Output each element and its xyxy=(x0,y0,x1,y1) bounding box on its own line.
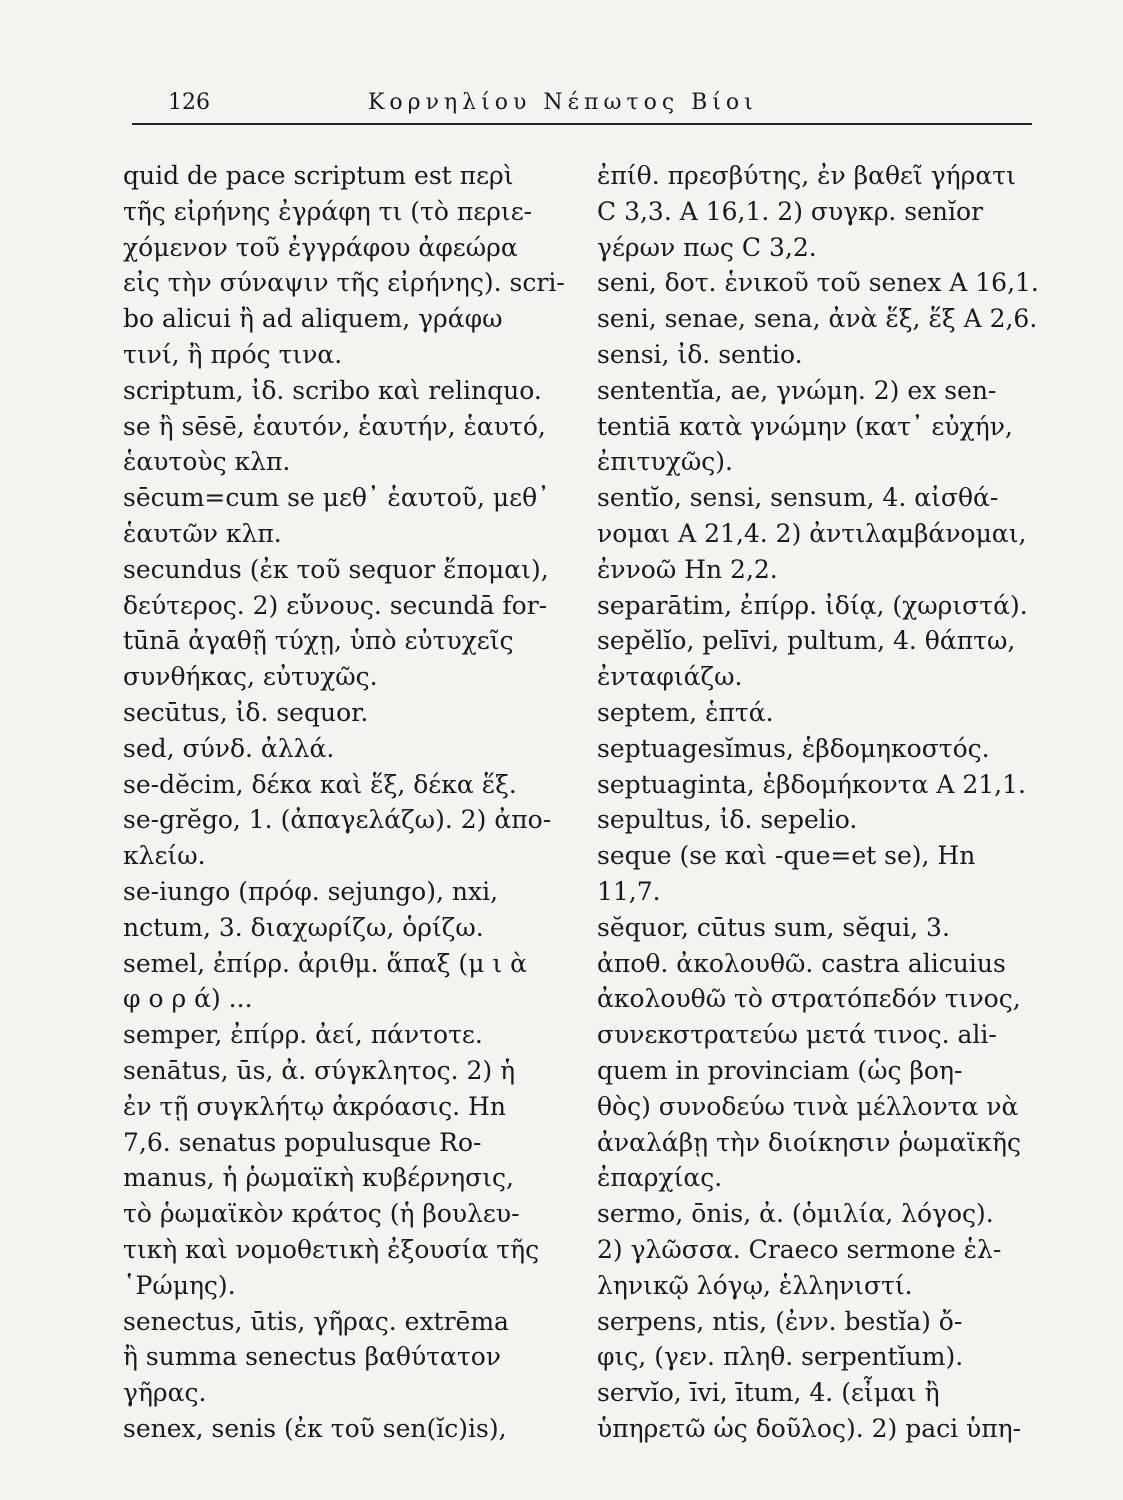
entry-line: sensi, ἰδ. sentio. xyxy=(597,339,803,369)
entry-line: senectus, ūtis, γῆρας. extrēma xyxy=(123,1306,509,1336)
entry-line: sed, σύνδ. ἀλλά. xyxy=(123,733,335,763)
entry-line: serpens, ntis, (ἐνν. bestĭa) ὄ- xyxy=(597,1306,963,1336)
entry-line: tūnā ἀγαθῇ τύχῃ, ὑπὸ εὐτυχεῖς xyxy=(123,626,514,656)
entry-line: sēcum=cum se μεθ᾽ ἑαυτοῦ, μεθ᾽ xyxy=(123,483,550,513)
entry-line: ἐπιτυχῶς). xyxy=(597,447,733,477)
entry-line: φις, (γεν. πληθ. serpentĭum). xyxy=(597,1342,964,1372)
dictionary-entry xyxy=(597,767,1029,803)
dictionary-entry xyxy=(597,265,1039,301)
page-number: 126 xyxy=(168,90,210,115)
entry-line: se-iungo (πρόφ. sejungo), nxi, xyxy=(123,876,499,906)
dictionary-entry xyxy=(597,623,1029,695)
dictionary-entry xyxy=(123,767,555,803)
dictionary-entry xyxy=(123,695,555,731)
entry-line: ἑαυτῶν κλπ. xyxy=(123,518,282,548)
dictionary-entry xyxy=(597,588,1029,624)
right-column xyxy=(597,158,1039,1447)
entry-line: ἐννοῶ Hn 2,2. xyxy=(597,554,778,584)
entry-line: 11,7. xyxy=(597,876,661,906)
dictionary-entry xyxy=(123,1411,555,1447)
entry-line: se ἢ sēsē, ἑαυτόν, ἑαυτήν, ἑαυτό, xyxy=(123,411,546,441)
dictionary-entry xyxy=(597,480,1029,587)
dictionary-entry xyxy=(597,731,1029,767)
entry-line: secundus (ἐκ τοῦ sequor ἕπομαι), xyxy=(123,554,549,584)
entry-line: ἐνταφιάζω. xyxy=(597,662,743,692)
entry-line: servĭo, īvi, ītum, 4. (εἶμαι ἢ xyxy=(597,1378,940,1408)
entry-line: manus, ἡ ῥωμαϊκὴ κυβέρνησις, xyxy=(123,1163,514,1193)
dictionary-entry xyxy=(123,409,555,481)
entry-line: ληνικῷ λόγῳ, ἑλληνιστί. xyxy=(597,1270,913,1300)
entry-line: sententĭa, ae, γνώμη. 2) ex sen- xyxy=(597,375,997,405)
entry-line: συνθήκας, εὐτυχῶς. xyxy=(123,662,378,692)
entry-line: semper, ἐπίρρ. ἀεί, πάντοτε. xyxy=(123,1020,483,1050)
entry-line: se-grĕgo, 1. (ἀπαγελάζω). 2) ἀπο- xyxy=(123,805,552,835)
entry-line: secūtus, ἰδ. sequor. xyxy=(123,697,369,727)
dictionary-entry xyxy=(597,301,1038,337)
dictionary-entry xyxy=(597,158,1029,265)
entry-line: ἐπίθ. πρεσβύτης, ἐν βαθεῖ γήρατι xyxy=(597,161,1016,190)
entry-line: ἀναλάβῃ τὴν διοίκησιν ῥωμαϊκῆς xyxy=(597,1127,1021,1157)
entry-line: se-dĕcim, δέκα καὶ ἕξ, δέκα ἕξ. xyxy=(123,769,517,799)
dictionary-entry xyxy=(123,1304,555,1411)
entry-line: δεύτερος. 2) εὔνους. secundā for- xyxy=(123,590,548,620)
dictionary-entry xyxy=(597,337,1029,373)
entry-line: quid de pace scriptum est περὶ xyxy=(123,161,514,190)
entry-line: ῾Ρώμης). xyxy=(123,1270,236,1300)
entry-line: C 3,3. A 16,1. 2) συγκρ. senĭor xyxy=(597,196,984,226)
entry-line: nctum, 3. διαχωρίζω, ὁρίζω. xyxy=(123,912,484,942)
entry-line: bo alicui ἢ ad aliquem, γράφω xyxy=(123,304,503,334)
entry-line: νομαι A 21,4. 2) ἀντιλαμβάνομαι, xyxy=(597,518,1027,548)
dictionary-entry xyxy=(123,480,555,552)
entry-line: τινί, ἢ πρός τινα. xyxy=(123,339,343,369)
entry-line: εἰς τὴν σύναψιν τῆς εἰρήνης). scri- xyxy=(123,268,565,298)
dictionary-entry xyxy=(597,1375,1029,1447)
running-header xyxy=(132,84,1032,124)
entry-line: 2) γλῶσσα. Craeco sermone ἑλ- xyxy=(597,1234,1002,1264)
dictionary-entry xyxy=(597,910,1029,1196)
entry-line: 7,6. senatus populusque Ro- xyxy=(123,1127,482,1157)
entry-line: quem in provinciam (ὡς βοη- xyxy=(597,1055,963,1085)
entry-line: septem, ἑπτά. xyxy=(597,697,774,727)
entry-line: tentiā κατὰ γνώμην (κατ᾽ εὐχήν, xyxy=(597,411,1013,441)
entry-line: sepultus, ἰδ. sepelio. xyxy=(597,805,858,835)
entry-line: ἢ summa senectus βαθύτατον xyxy=(123,1342,501,1372)
entry-line: septuagesĭmus, ἑβδομηκοστός. xyxy=(597,733,990,763)
dictionary-entry xyxy=(597,1304,1029,1376)
entry-line: φ ο ρ ά) ... xyxy=(123,984,253,1014)
dictionary-entry xyxy=(123,731,555,767)
entry-line: scriptum, ἰδ. scribo καὶ relinquo. xyxy=(123,375,542,405)
entry-line: senātus, ūs, ἀ. σύγκλητος. 2) ἡ xyxy=(123,1055,516,1085)
entry-line: χόμενον τοῦ ἐγγράφου ἀφεώρα xyxy=(123,232,518,262)
entry-line: κλείω. xyxy=(123,841,206,871)
dictionary-entry xyxy=(123,552,555,695)
entry-line: τὸ ῥωμαϊκὸν κράτος (ἡ βουλευ- xyxy=(123,1199,520,1229)
dictionary-entry xyxy=(597,802,1029,838)
dictionary-entry xyxy=(597,1196,1029,1303)
running-title: Κορνηλίου Νέπωτος Βίοι xyxy=(368,90,758,115)
entry-line: septuaginta, ἑβδομήκοντα A 21,1. xyxy=(597,769,1026,799)
entry-line: τῆς εἰρήνης ἐγράφη τι (τὸ περιε- xyxy=(123,196,533,226)
entry-line: separātim, ἐπίρρ. ἰδίᾳ, (χωριστά). xyxy=(597,590,1028,620)
dictionary-entry xyxy=(597,838,1029,910)
entry-line: γέρων πως C 3,2. xyxy=(597,232,817,262)
entry-line: seque (se καὶ -que=et se), Hn xyxy=(597,841,976,871)
entry-line: sentĭo, sensi, sensum, 4. αἰσθά- xyxy=(597,483,999,513)
entry-line: ἐν τῇ συγκλήτῳ ἀκρόασις. Hn xyxy=(123,1091,506,1121)
left-column xyxy=(123,158,565,1447)
entry-line: semel, ἐπίρρ. ἀριθμ. ἅπαξ (μ ι ὰ xyxy=(123,948,528,978)
entry-line: θὸς) συνοδεύω τινὰ μέλλοντα νὰ xyxy=(597,1091,1019,1121)
entry-line: συνεκστρατεύω μετά τινος. ali- xyxy=(597,1020,997,1050)
entry-line: ἐπαρχίας. xyxy=(597,1163,723,1193)
entry-line: senex, senis (ἐκ τοῦ sen(ĭc)is), xyxy=(123,1413,507,1443)
entry-line: γῆρας. xyxy=(123,1378,207,1408)
entry-line: τικὴ καὶ νομοθετικὴ ἐξουσία τῆς xyxy=(123,1234,540,1264)
dictionary-entry xyxy=(123,874,555,946)
dictionary-entry xyxy=(123,802,555,874)
dictionary-entry xyxy=(597,373,1029,480)
entry-line: seni, δοτ. ἑνικοῦ τοῦ senex A 16,1. xyxy=(597,268,1039,298)
entry-line: sepĕlĭo, pelīvi, pultum, 4. θάπτω, xyxy=(597,626,1016,656)
entry-line: ἑαυτοὺς κλπ. xyxy=(123,447,291,477)
entry-line: sermo, ōnis, ἀ. (ὁμιλία, λόγος). xyxy=(597,1199,994,1229)
entry-line: sĕquor, cūtus sum, sĕqui, 3. xyxy=(597,912,950,942)
dictionary-entry xyxy=(123,373,555,409)
entry-line: ὑπηρετῶ ὡς δοῦλος). 2) paci ὑπη- xyxy=(597,1413,1022,1443)
dictionary-entry xyxy=(123,158,565,373)
entry-line: seni, senae, sena, ἀνὰ ἕξ, ἕξ A 2,6. xyxy=(597,304,1038,334)
dictionary-entry xyxy=(597,695,1029,731)
header-rule xyxy=(132,123,1032,125)
entry-line: ἀκολουθῶ τὸ στρατόπεδόν τινος, xyxy=(597,984,1021,1014)
dictionary-entry xyxy=(123,1053,555,1304)
dictionary-entry xyxy=(123,1017,555,1053)
dictionary-entry xyxy=(123,946,555,1018)
entry-line: ἀποθ. ἀκολουθῶ. castra alicuius xyxy=(597,948,1006,978)
